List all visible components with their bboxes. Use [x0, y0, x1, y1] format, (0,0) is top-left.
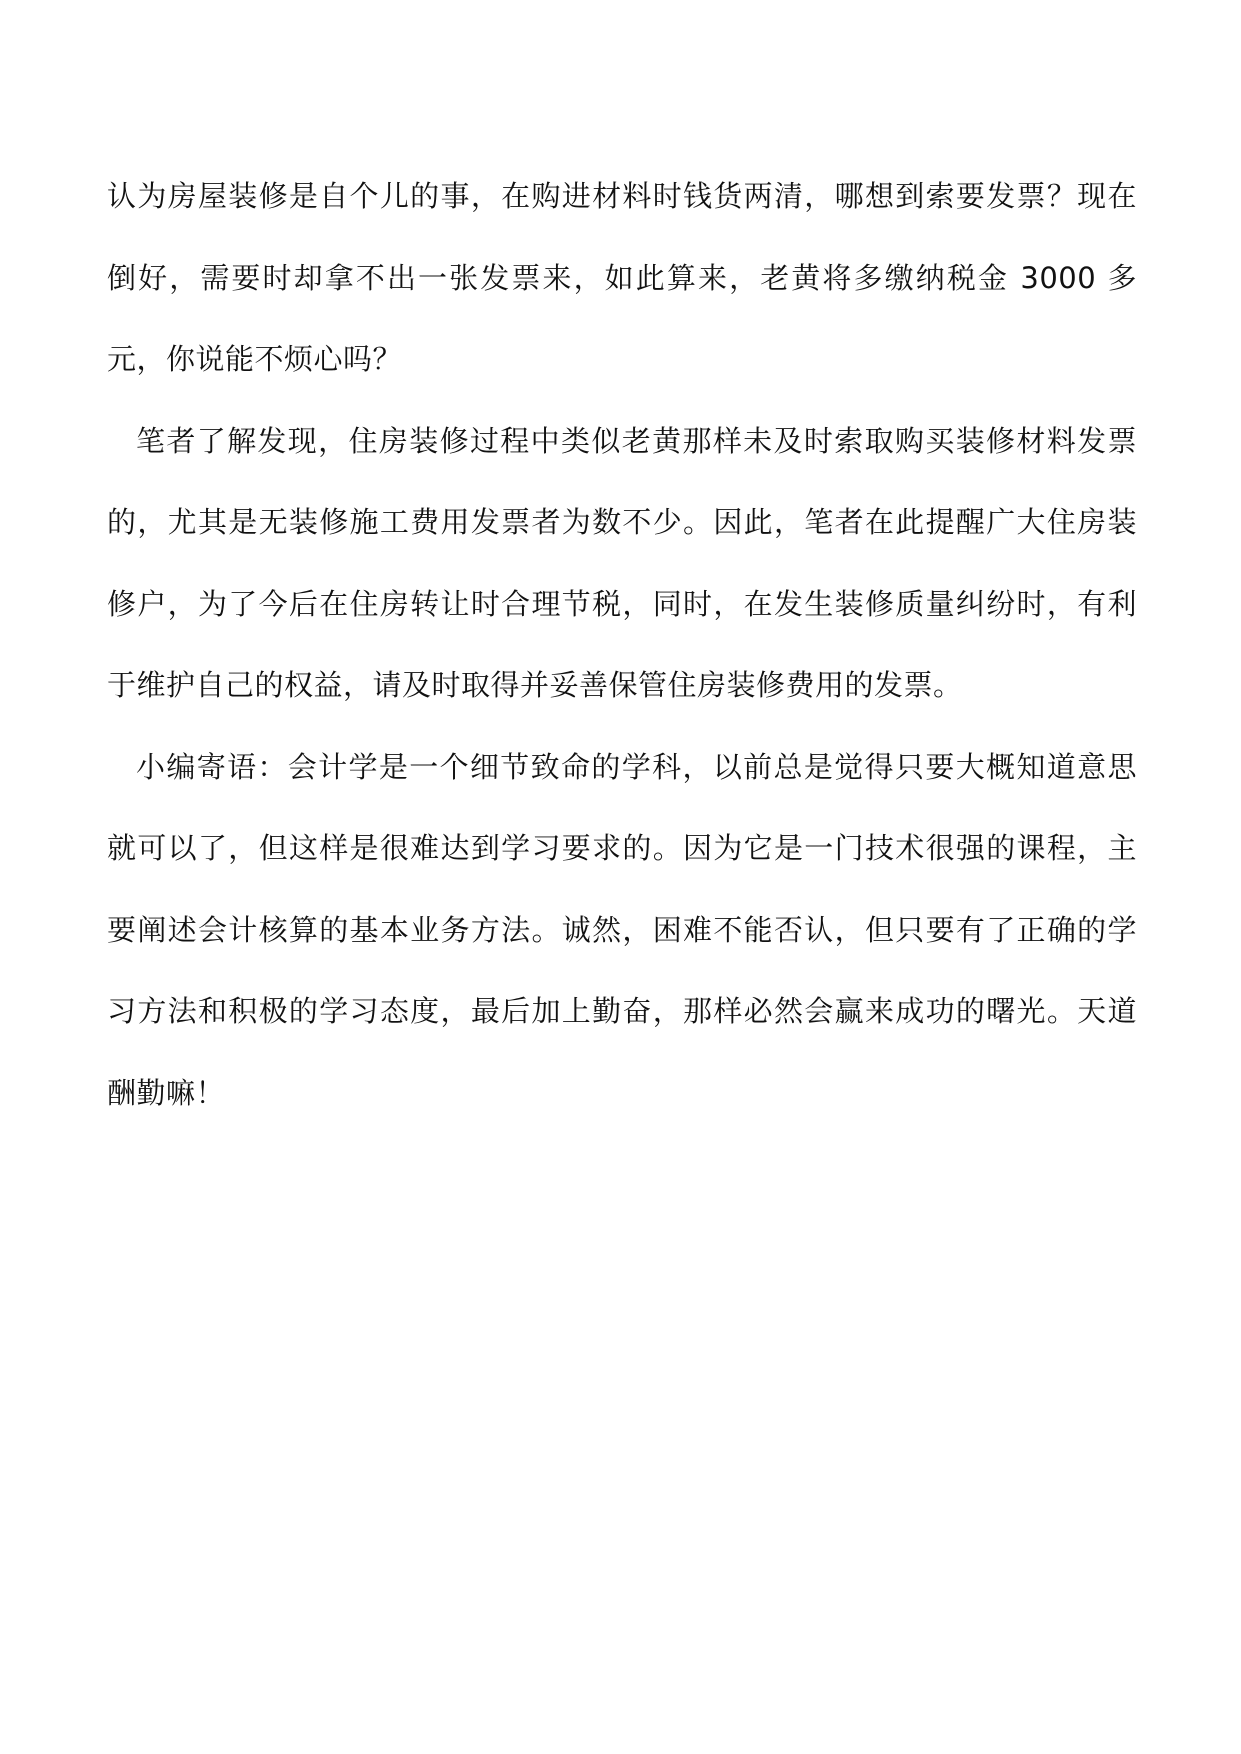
paragraph-invoice-story: 认为房屋装修是自个儿的事，在购进材料时钱货两清，哪想到索要发票？现在倒好，需要时却拿不出一张发票来，如此算来，老黄将多缴纳税金 3000 多元，你说能不烦心吗？ [107, 179, 1137, 376]
document-body [107, 156, 1137, 1134]
paragraph-author-advice: 笔者了解发现，住房装修过程中类似老黄那样未及时索取购买装修材料发票的，尤其是无装修施工费用发票者为数不少。因此，笔者在此提醒广大住房装修户，为了今后在住房转让时合理节税，同时，在发生装修质量纠纷时，有利于维护自己的权益，请及时取得并妥善保管住房装修费用的发票。 [107, 423, 1137, 702]
paragraph-editor-note: 小编寄语：会计学是一个细节致命的学科，以前总是觉得只要大概知道意思就可以了，但这样是很难达到学习要求的。因为它是一门技术很强的课程，主要阐述会计核算的基本业务方法。诚然，困难不能否认，但只要有了正确的学习方法和积极的学习态度，最后加上勤奋，那样必然会赢来成功的曙光。天道酬勤嘛！ [107, 749, 1137, 1110]
